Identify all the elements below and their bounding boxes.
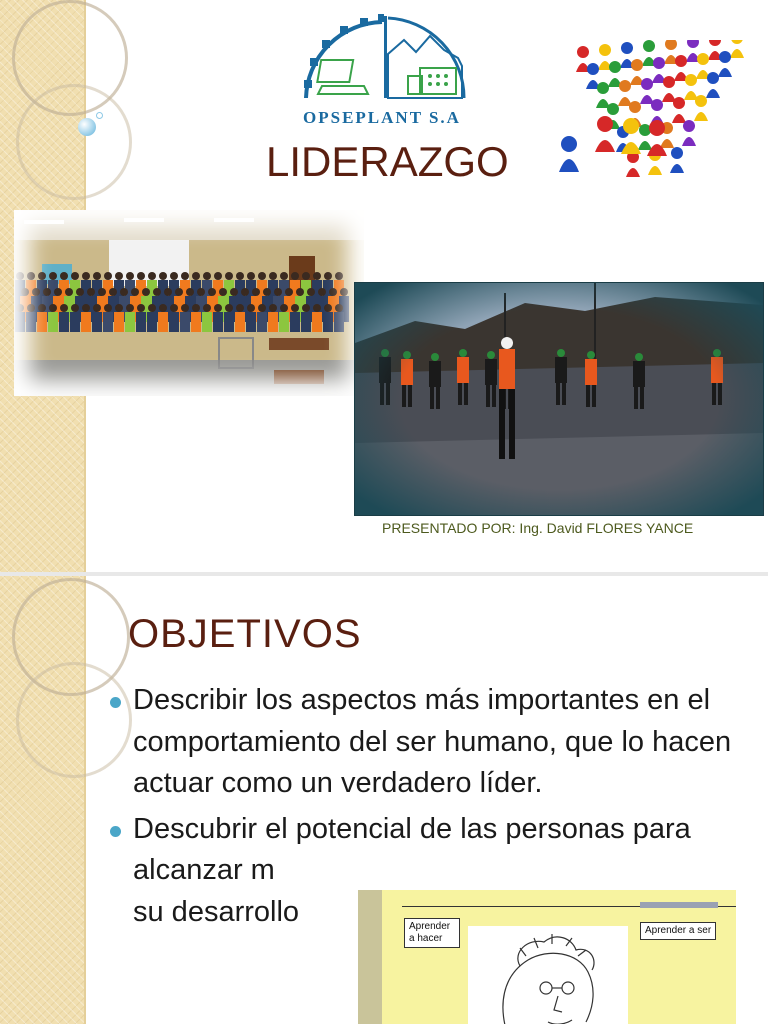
objective-text: Descubrir el potencial de las personas para alcanzar m [133, 812, 691, 886]
slide-objetivos [0, 576, 768, 1024]
bullet-icon [110, 697, 121, 708]
list-item [108, 680, 748, 805]
decorative-ring [16, 84, 132, 200]
diagram-bar [640, 902, 718, 908]
diagram-label-ser: Aprender a ser [640, 922, 716, 940]
objective-text: Describir los aspectos más importantes en el comportamiento del ser humano, que lo hacen actuar como un verdadero líder. [133, 684, 732, 799]
diagram-edge [358, 890, 382, 1024]
face-sketch-image [468, 926, 628, 1024]
laptop-icon [317, 60, 368, 94]
presenter-credit: PRESENTADO POR: Ing. David FLORES YANCE [382, 520, 694, 536]
diagram-label-hacer: Aprender a hacer [404, 918, 460, 948]
bullet-icon [110, 826, 121, 837]
company-name: OPSEPLANT S.A [303, 108, 461, 127]
workers-meeting-photo [14, 210, 364, 396]
learning-diagram-image [358, 890, 736, 1024]
machine-icon [408, 68, 456, 94]
decorative-bubble [96, 112, 103, 119]
decorative-bubble [78, 118, 96, 136]
objective-text-continuation: su desarrollo [133, 895, 300, 928]
field-safety-talk-photo [354, 282, 764, 516]
colored-pawns-image [553, 40, 763, 180]
slide-title: LIDERAZGO [266, 138, 509, 185]
section-heading: OBJETIVOS [128, 612, 362, 656]
